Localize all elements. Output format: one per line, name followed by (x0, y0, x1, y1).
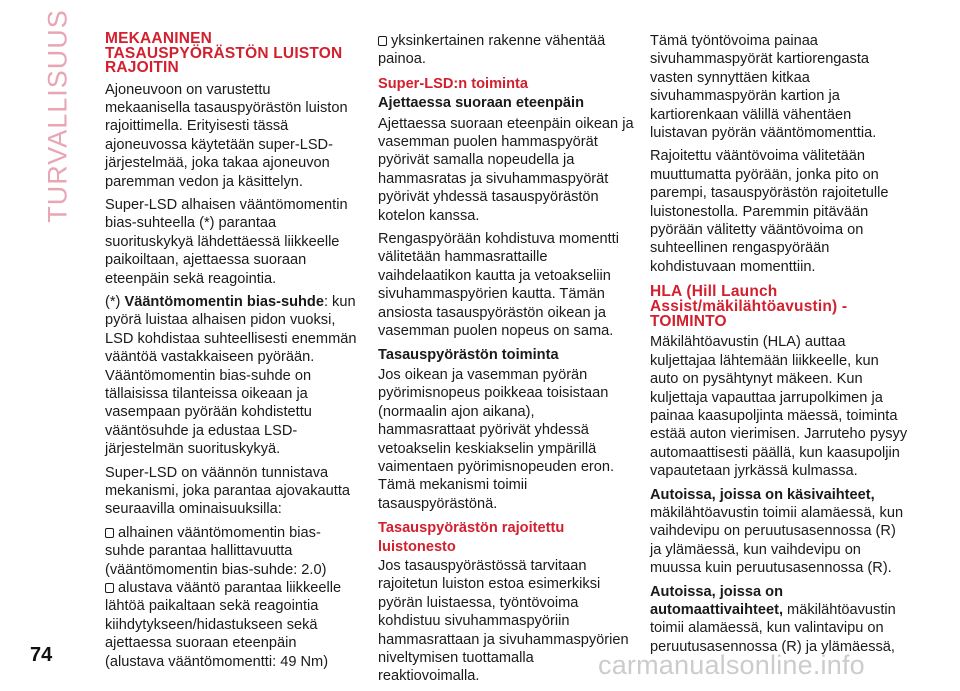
bullet-item (378, 32, 634, 69)
paragraph: Rengaspyörään kohdistuva momentti välitetään hammasrattaille vaihdelaatikon kautta ja vetoakseliin sivuhammaspyörien kautta. Tämän ansiosta tasauspyörästön oikean ja vasemman puolen nopeus on sama. (378, 231, 619, 340)
paragraph: Super-LSD on väännön tunnistava mekanismi, joka parantaa ajovakautta seuraavilla ominaisuuksilla: (105, 464, 350, 518)
watermark: carmanualsonline.info (598, 650, 865, 680)
bullet-item (105, 579, 357, 671)
column-3 (650, 32, 910, 661)
side-label-text: TURVALLISUUS (42, 9, 73, 223)
lead-bold: Autoissa, joissa on käsivaihteet, (650, 486, 875, 503)
paragraph-definition (105, 293, 357, 459)
subheading-differential: Tasauspyörästön toiminta (378, 346, 559, 363)
bullet-text: yksinkertainen rakenne vähentää painoa. (378, 33, 606, 68)
column-2 (378, 32, 634, 691)
paragraph: Tämä työntövoima painaa sivuhammaspyörät kartiorengasta vasten synnyttäen kitkaa sivuhammaspyörän kartion ja kartiorenkaan välillä vähentäen luistavan pyörän vääntömomenttia. (650, 33, 877, 142)
subheading-straight: Ajettaessa suoraan eteenpäin (378, 95, 585, 112)
bullet-text: alhainen vääntömomentin bias-suhde parantaa hallittavuutta (vääntömomentin bias-suhde: 2.0) (105, 524, 327, 578)
term-bold: Vääntömomentin bias-suhde (124, 293, 324, 310)
bullet-icon (105, 583, 114, 593)
paragraph: Ajoneuvoon on varustettu mekaanisella tasauspyörästön luiston rajoittimella. Erityisesti tässä ajoneuvossa käytetään super-LSD-järjestelmää, joka takaa ajoneuvon paremman vedon ja käsittelyn. (105, 81, 348, 190)
bullet-icon (378, 36, 387, 46)
bullet-text: alustava vääntö parantaa liikkeelle lähtöä paikaltaan sekä reagointia kiihdytykseen/hidastukseen sekä ajettaessa suoraan eteenpäin (alustava vääntömomentti: 49 Nm) (105, 580, 342, 670)
column-1 (105, 32, 357, 671)
section-heading-hla: HLA (Hill Launch Assist/mäkilähtöavustin) -TOIMINTO (650, 283, 848, 331)
definition-text: : kun pyörä luistaa alhaisen pidon vuoksi, LSD kohdistaa suhteellisesti enemmän vääntöä vastakkaiseen pyörään. Vääntömomentin bias-suhde on tällaisissa tilanteissa oikeaan ja vasempaan pyörään kohdistettu vääntösuhde ja edustaa LSD-järjestelmän suorituskykyä. (105, 293, 357, 458)
paragraph-manual (650, 486, 910, 578)
paragraph: Ajettaessa suoraan eteenpäin oikean ja vasemman puolen hammaspyörät pyörivät samalla nopeudella ja hammasratas ja sivuhammaspyörät pyörivät yhdessä tasauspyörästön kotelon kanssa. (378, 115, 634, 224)
paragraph: Mäkilähtöavustin (HLA) auttaa kuljettajaa lähtemään liikkeelle, kun auto on pysähtynyt mäkeen. Kun kuljettaja vapauttaa jarrupolkimen ja painaa kaasupoljinta mäessä, toiminta estää auton vierimisen. Jarruteho pysyy automaattisesti päällä, kun kaasupoljin vapautetaan jyrkässä kulmassa. (650, 334, 908, 480)
section-heading-lsd: MEKAANINEN TASAUSPYÖRÄSTÖN LUISTON RAJOITIN (105, 30, 343, 76)
paragraph-text: mäkilähtöavustin toimii alamäessä, kun valintavipu on peruutusasennossa (R) ja ylämäessä, (650, 601, 896, 655)
bullet-icon (105, 528, 114, 538)
section-side-label (36, 9, 80, 223)
paragraph-text: mäkilähtöavustin toimii alamäessä, kun vaihdevipu on peruutusasennossa (R) ja ylämäessä, kun vaihdevipu on muussa kuin peruutusasennossa (R). (650, 504, 904, 577)
paragraph: Rajoitettu vääntövoima välitetään muuttumatta pyörään, jonka pito on parempi, tasauspyörästön rajoitetulle luistonestolla. Paremmin pitävään pyörään välitetty vääntövoima on suhteellinen rengaspyörään kohdistuvaan momenttiin. (650, 148, 889, 275)
subheading-limited-slip: Tasauspyörästön rajoitettu luistonesto (378, 520, 565, 555)
paragraph: Super-LSD alhaisen vääntömomentin bias-suhteella (*) parantaa suorituskykyä lähdettäessä liikkeelle paikoiltaan, ajettaessa suoraan eteenpäin sekä reagointia. (105, 196, 348, 287)
footnote-marker: (*) (105, 293, 125, 310)
paragraph: Jos tasauspyörästössä tarvitaan rajoitetun luiston estoa esimerkiksi pyörän luistaessa, työntövoima kohdistuu sivuhammaspyöriin hammasrattaan ja sivuhammaspyörien niveltymisen tuottamalla reaktiovoimalla. (378, 557, 629, 685)
subheading-super-lsd: Super-LSD:n toiminta (378, 75, 528, 92)
lead-bold: Autoissa, joissa on automaattivaihteet, (650, 583, 783, 618)
page-number: 74 (30, 644, 53, 666)
bullet-item (105, 524, 357, 579)
paragraph: Jos oikean ja vasemman pyörän pyörimisnopeus poikkeaa toisistaan (normaalin ajon aikana), hammasrattaat pyörivät yhdessä vetoakselin keskiakselin ympärillä vaimentaen pyörimisnopeuden eron. Tämä mekanismi toimii tasauspyörästönä. (378, 366, 615, 512)
paragraph-automatic (650, 583, 910, 657)
